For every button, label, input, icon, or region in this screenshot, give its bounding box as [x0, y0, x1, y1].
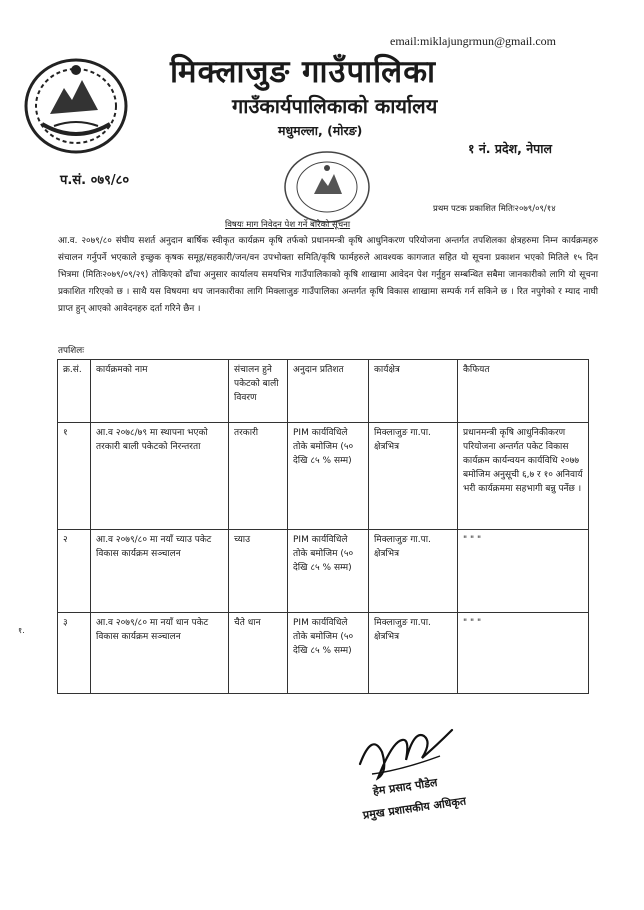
cell-program-name: आ.व २०७८/७९ मा स्थापना भएको तरकारी बाली पकेटको निरन्तरता [91, 423, 229, 530]
cell-program-name: आ.व २०७९/८० मा नयाँ धान पकेट विकास कार्यक्रम सञ्चालन [91, 613, 229, 694]
cell-remarks: " " " [458, 613, 589, 694]
email-text: email:miklajungrmun@gmail.com [390, 34, 557, 48]
cell-crop: तरकारी [229, 423, 288, 530]
notice-body: आ.व. २०७९/८० संघीय सशर्त अनुदान बार्षिक स्वीकृत कार्यक्रम कृषि तर्फको प्रधानमन्त्री कृषि आधुनिकरण परियोजना अन्तर्गत तपशिलका क्षेत्रहरुमा निम्न कार्यक्रमहरु संचालन गर्नुपर्ने भएकाले इच्छुक कृषक समूह/सहकारी/जन/वन उपभोक्ता समिति/कृषि फार्महरुले आवश्यक कागजात सहित यो सूचना प्रकाशन भएको मितिले १५ दिन भित्रमा (मितिः२०७९/०९/२९) तोकिएको ढाँचा अनुसार कार्यालय समयभित्र गाउँपालिकाको कृषि शाखामा आवेदन पेश गर्नुहुन सम्बन्धित सबैमा जानकारीको लागि यो सूचना प्रकाशित गरिएको छ । साथै यस विषयमा थप जानकारीका लागि मिक्लाजुङ गाउँपालिका अन्तर्गत कृषि विकास शाखामा सम्पर्क गर्न सकिने छ । रित नपुगेको र म्याद नाघी प्राप्त हुन् आएको आवेदनहरु दर्ता गरिने छैन । [58, 236, 598, 314]
cell-program-name: आ.व २०७९/८० मा नयाँ च्याउ पकेट विकास कार्यक्रम सञ्चालन [91, 530, 229, 613]
cell-remarks: प्रधानमन्त्री कृषि आधुनिकीकरण परियोजना अन्तर्गत पकेट विकास कार्यक्रम कार्यन्वयन कार्यविधि २०७७ बमोजिम अनुसूची ६,७ र १० अनिवार्य भरी कार्यक्रममा सहभागी बन्नु पर्नेछ । [458, 423, 589, 530]
province-text: १ नं. प्रदेश, नेपाल [468, 141, 552, 156]
cell-crop: च्याउ [229, 530, 288, 613]
header-grant: अनुदान प्रतिशत [288, 360, 369, 423]
signatory-name: हेम प्रसाद पौडेल [372, 775, 439, 798]
cell-crop: चैते धान [229, 613, 288, 694]
notice-subject: विषयः माग निवेदन पेश गर्ने बारेको सूचना [225, 220, 351, 230]
reference-number: प.सं. ०७९/८० [60, 173, 130, 188]
cell-sn: ३ [58, 613, 91, 694]
nepal-emblem-icon [20, 54, 132, 158]
cell-sn: २ [58, 530, 91, 613]
municipality-title: मिक्लाजुङ गाउँपालिका [170, 54, 437, 90]
cell-area: मिक्लाजुङ गा.पा. क्षेत्रभित्र [369, 530, 458, 613]
header-area: कार्यक्षेत्र [369, 360, 458, 423]
cell-area: मिक्लाजुङ गा.पा. क्षेत्रभित्र [369, 613, 458, 694]
table-row [58, 530, 589, 613]
program-table [57, 359, 589, 694]
cell-area: मिक्लाजुङ गा.पा. क्षेत्रभित्र [369, 423, 458, 530]
header-sn: क्र.सं. [58, 360, 91, 423]
table-header-row [58, 360, 589, 423]
cell-grant: PIM कार्यविधिले तोके बमोजिम (५० देखि ८५ % सम्म) [288, 423, 369, 530]
header-crop: संचालन हुने पकेटको बाली विवरण [229, 360, 288, 423]
address-text: मधुमल्ला, (मोरङ) [278, 123, 363, 138]
cell-sn: १ [58, 423, 91, 530]
header-program-name: कार्यक्रमको नाम [91, 360, 229, 423]
cell-remarks: " " " [458, 530, 589, 613]
header-remarks: कैफियत [458, 360, 589, 423]
table-row [58, 423, 589, 530]
table-row [58, 613, 589, 694]
publish-date: प्रथम पटक प्रकाशित मितिः२०७९/०९/१४ [433, 204, 556, 214]
cell-grant: PIM कार्यविधिले तोके बमोजिम (५० देखि ८५ % सम्म) [288, 613, 369, 694]
margin-mark: १. [18, 626, 25, 635]
office-title: गाउँकार्यपालिकाको कार्यालय [232, 94, 438, 118]
office-stamp-icon [280, 148, 374, 226]
details-label: तपशिलः [58, 346, 85, 356]
signatory-designation: प्रमुख प्रशासकीय अधिकृत [362, 794, 467, 822]
cell-grant: PIM कार्यविधिले तोके बमोजिम (५० देखि ८५ % सम्म) [288, 530, 369, 613]
